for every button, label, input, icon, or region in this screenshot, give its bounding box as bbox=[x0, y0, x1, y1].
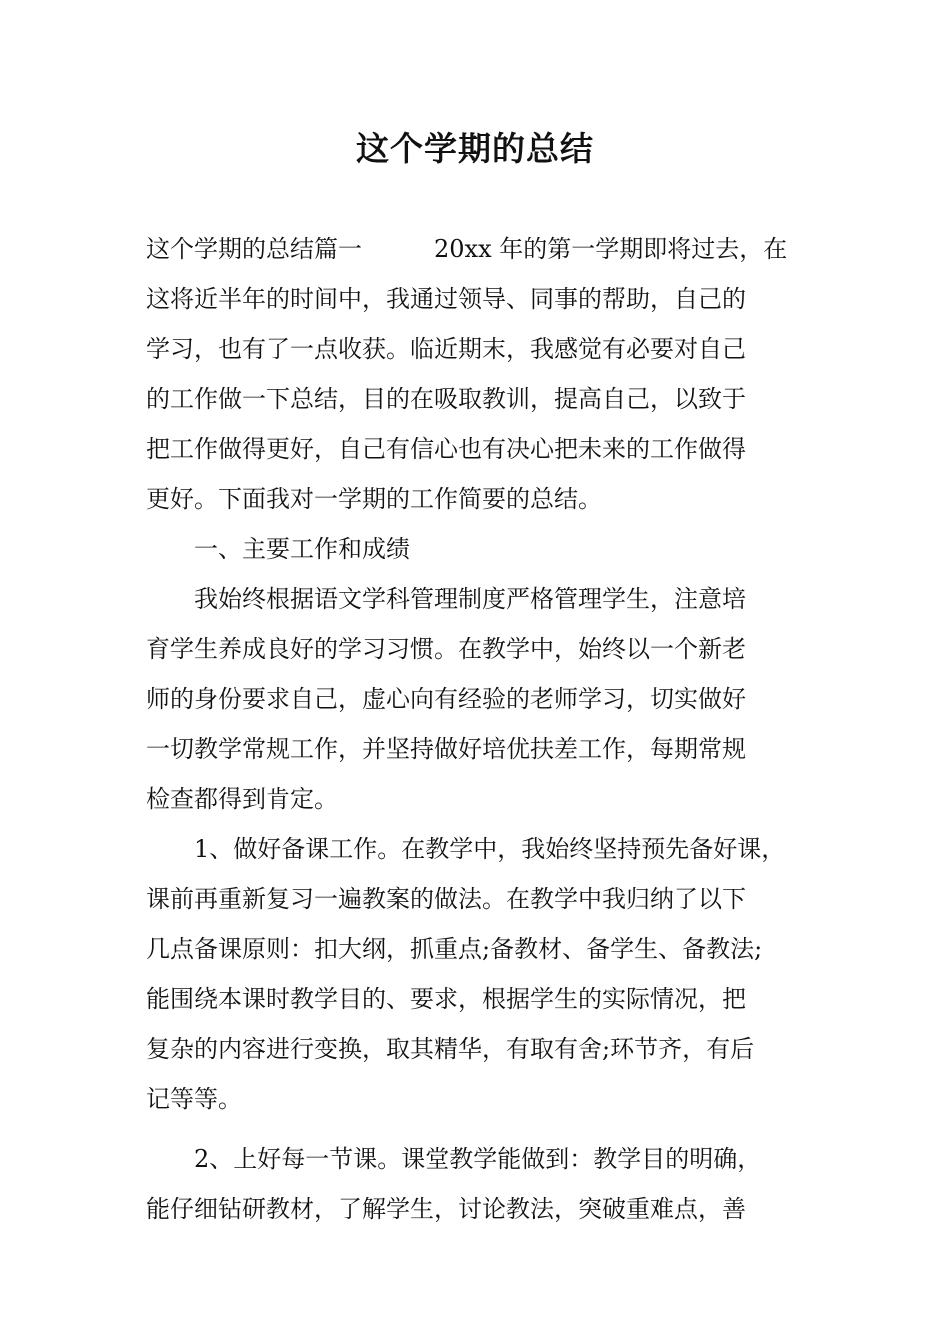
text-line: 学习，也有了一点收获。临近期末，我感觉有必要对自己 bbox=[146, 335, 746, 363]
text-line: 检查都得到肯定。 bbox=[146, 785, 338, 813]
text-line: 把工作做得更好，自己有信心也有决心把未来的工作做得 bbox=[146, 435, 746, 463]
text-line: 记等等。 bbox=[146, 1085, 242, 1113]
text-line: 的工作做一下总结，目的在吸取教训，提高自己，以致于 bbox=[146, 385, 746, 413]
text-line: 1、做好备课工作。在教学中，我始终坚持预先备好课， bbox=[146, 835, 786, 863]
text-line: 师的身份要求自己，虚心向有经验的老师学习，切实做好 bbox=[146, 685, 746, 713]
text-line: 课前再重新复习一遍教案的做法。在教学中我归纳了以下 bbox=[146, 885, 746, 913]
text-line: 复杂的内容进行变换，取其精华，有取有舍;环节齐，有后 bbox=[146, 1035, 755, 1063]
text-line: 能仔细钻研教材，了解学生，讨论教法，突破重难点，善 bbox=[146, 1195, 746, 1223]
text-line: 2、上好每一节课。课堂教学能做到：教学目的明确， bbox=[146, 1145, 762, 1173]
text-line: 这将近半年的时间中，我通过领导、同事的帮助，自己的 bbox=[146, 285, 746, 313]
text-line: 更好。下面我对一学期的工作简要的总结。 bbox=[146, 485, 602, 513]
text-line: 几点备课原则：扣大纲，抓重点;备教材、备学生、备教法; bbox=[146, 935, 763, 963]
text-line: 能围绕本课时教学目的、要求，根据学生的实际情况，把 bbox=[146, 985, 746, 1013]
document-body bbox=[146, 224, 822, 1234]
document-title: 这个学期的总结 bbox=[356, 129, 594, 168]
text-line: 一切教学常规工作，并坚持做好培优扶差工作，每期常规 bbox=[146, 735, 746, 763]
text-line: 我始终根据语文学科管理制度严格管理学生，注意培 bbox=[146, 585, 746, 613]
text-line: 这个学期的总结篇一 20xx 年的第一学期即将过去，在 bbox=[146, 235, 788, 263]
section-heading: 一、主要工作和成绩 bbox=[146, 535, 410, 563]
text-line: 育学生养成良好的学习习惯。在教学中，始终以一个新老 bbox=[146, 635, 746, 663]
